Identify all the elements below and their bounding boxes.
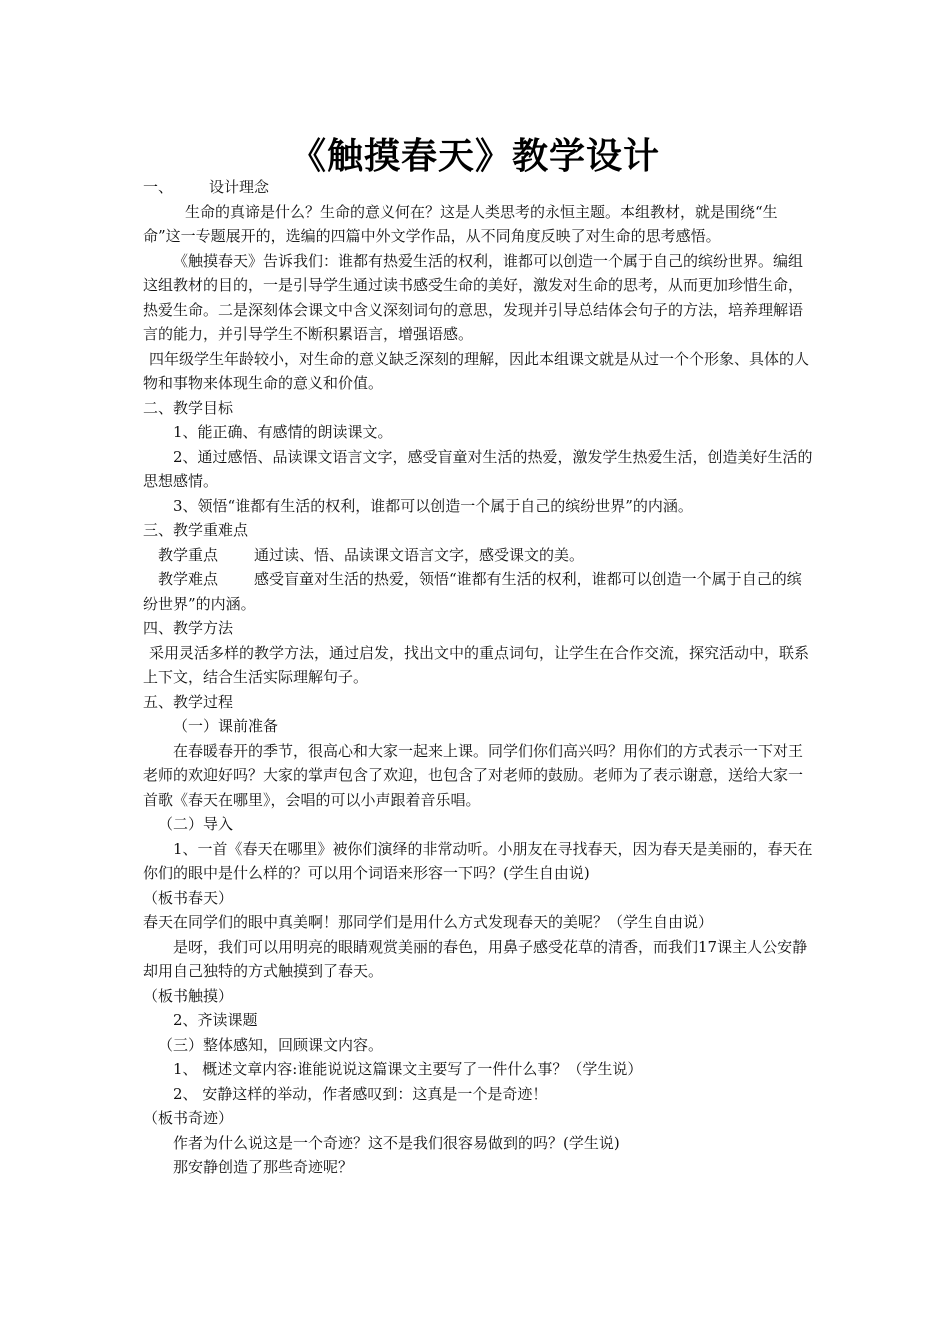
section-1-title: 设计理念 <box>209 178 270 196</box>
difficult-point-label: 教学难点 <box>158 570 219 588</box>
key-point-text: 通过读、悟、品读课文语言文字，感受课文的美。 <box>254 545 585 564</box>
step-1-paragraph: 在春暖春开的季节，很高心和大家一起来上课。同学们你们高兴吗？用你们的方式表示一下对王老师的欢迎好吗？大家的掌声包含了欢迎，也包含了对老师的鼓励。老师为了表示谢意，送给大家一首歌《春天在哪里》，会唱的可以小声跟着音乐唱。 <box>143 741 804 809</box>
board-note-touch: （板书触摸） <box>143 986 234 1005</box>
step-2-heading: （二）导入 <box>158 815 234 833</box>
section-4-heading: 四、教学方法 <box>143 619 234 637</box>
goal-2: 2、通过感悟、品读课文语言文字，感受盲童对生活的热爱，激发学生热爱生活，创造美好生活的思想感情。 <box>143 447 813 490</box>
document-title: 《触摸春天》教学设计 <box>289 136 660 177</box>
goal-3: 3、领悟“谁都有生活的权利，谁都可以创造一个属于自己的缤纷世界”的内涵。 <box>173 496 693 515</box>
board-note-miracle: （板书奇迹） <box>143 1109 234 1127</box>
section-1-paragraph-1: 生命的真谛是什么？生命的意义何在？这是人类思考的永恒主题。本组教材，就是围绕“生命”这一专题展开的，选编的四篇中外文学作品，从不同角度反映了对生命的思考感悟。 <box>143 202 778 245</box>
section-1-number: 一、 <box>143 178 174 196</box>
step-2-paragraph-1: 1、一首《春天在哪里》被你们演绎的非常动听。小朋友在寻找春天，因为春天是美丽的，春天在你们的眼中是什么样的？可以用个词语来形容一下吗？(学生自由说) <box>143 839 813 882</box>
step-2-paragraph-4: 2、齐读课题 <box>173 1011 258 1029</box>
difficult-point <box>143 567 815 616</box>
step-3-paragraph-1: 1、 概述文章内容:谁能说说这篇课文主要写了一件什么事？（学生说） <box>173 1060 643 1078</box>
step-2-paragraph-3: 是呀，我们可以用明亮的眼睛观赏美丽的春色，用鼻子感受花草的清香，而我们17课主人公安静却用自己独特的方式触摸到了春天。 <box>143 937 808 980</box>
step-3-paragraph-3: 作者为什么说这是一个奇迹？这不是我们很容易做到的吗？(学生说) <box>173 1133 620 1152</box>
section-1-paragraph-3: 四年级学生年龄较小，对生命的意义缺乏深刻的理解，因此本组课文就是从过一个个形象、具体的人物和事物来体现生命的意义和价值。 <box>143 349 810 392</box>
board-note-spring: （板书春天） <box>143 888 234 907</box>
section-3-heading: 三、教学重难点 <box>143 521 249 539</box>
step-2-paragraph-2: 春天在同学们的眼中真美啊！那同学们是用什么方式发现春天的美呢？（学生自由说） <box>143 913 714 931</box>
step-3-paragraph-4: 那安静创造了那些奇迹呢？ <box>173 1158 354 1176</box>
step-1-heading: （一）课前准备 <box>173 717 279 735</box>
document-body <box>143 175 815 1180</box>
section-5-heading: 五、教学过程 <box>143 692 234 711</box>
section-2-heading: 二、教学目标 <box>143 398 234 417</box>
step-3-paragraph-2: 2、 安静这样的举动，作者感叹到：这真是一个是奇迹！ <box>173 1084 548 1103</box>
key-point <box>143 543 815 568</box>
section-4-paragraph: 采用灵活多样的教学方法，通过启发，找出文中的重点词句，让学生在合作交流，探究活动中，联系上下文，结合生活实际理解句子。 <box>143 643 810 686</box>
key-point-label: 教学重点 <box>158 545 219 564</box>
step-3-heading: （三）整体感知，回顾课文内容。 <box>158 1035 384 1054</box>
section-1-paragraph-2: 《触摸春天》告诉我们：谁都有热爱生活的权利，谁都可以创造一个属于自己的缤纷世界。编组这组教材的目的，一是引导学生通过读书感受生命的美好，激发对生命的思考，从而更加珍惜生命，热爱生命。二是深刻体会课文中含义深刻词句的意思，发现并引导总结体会句子的方法，培养理解语言的能力，并引导学生不断积累语言，增强语感。 <box>143 251 804 343</box>
difficult-point-text: 感受盲童对生活的热爱，领悟“谁都有生活的权利，谁都可以创造一个属于自己的缤纷世界”的内涵。 <box>143 570 802 613</box>
section-1-heading <box>143 175 815 200</box>
goal-1: 1、能正确、有感情的朗读课文。 <box>173 423 393 441</box>
